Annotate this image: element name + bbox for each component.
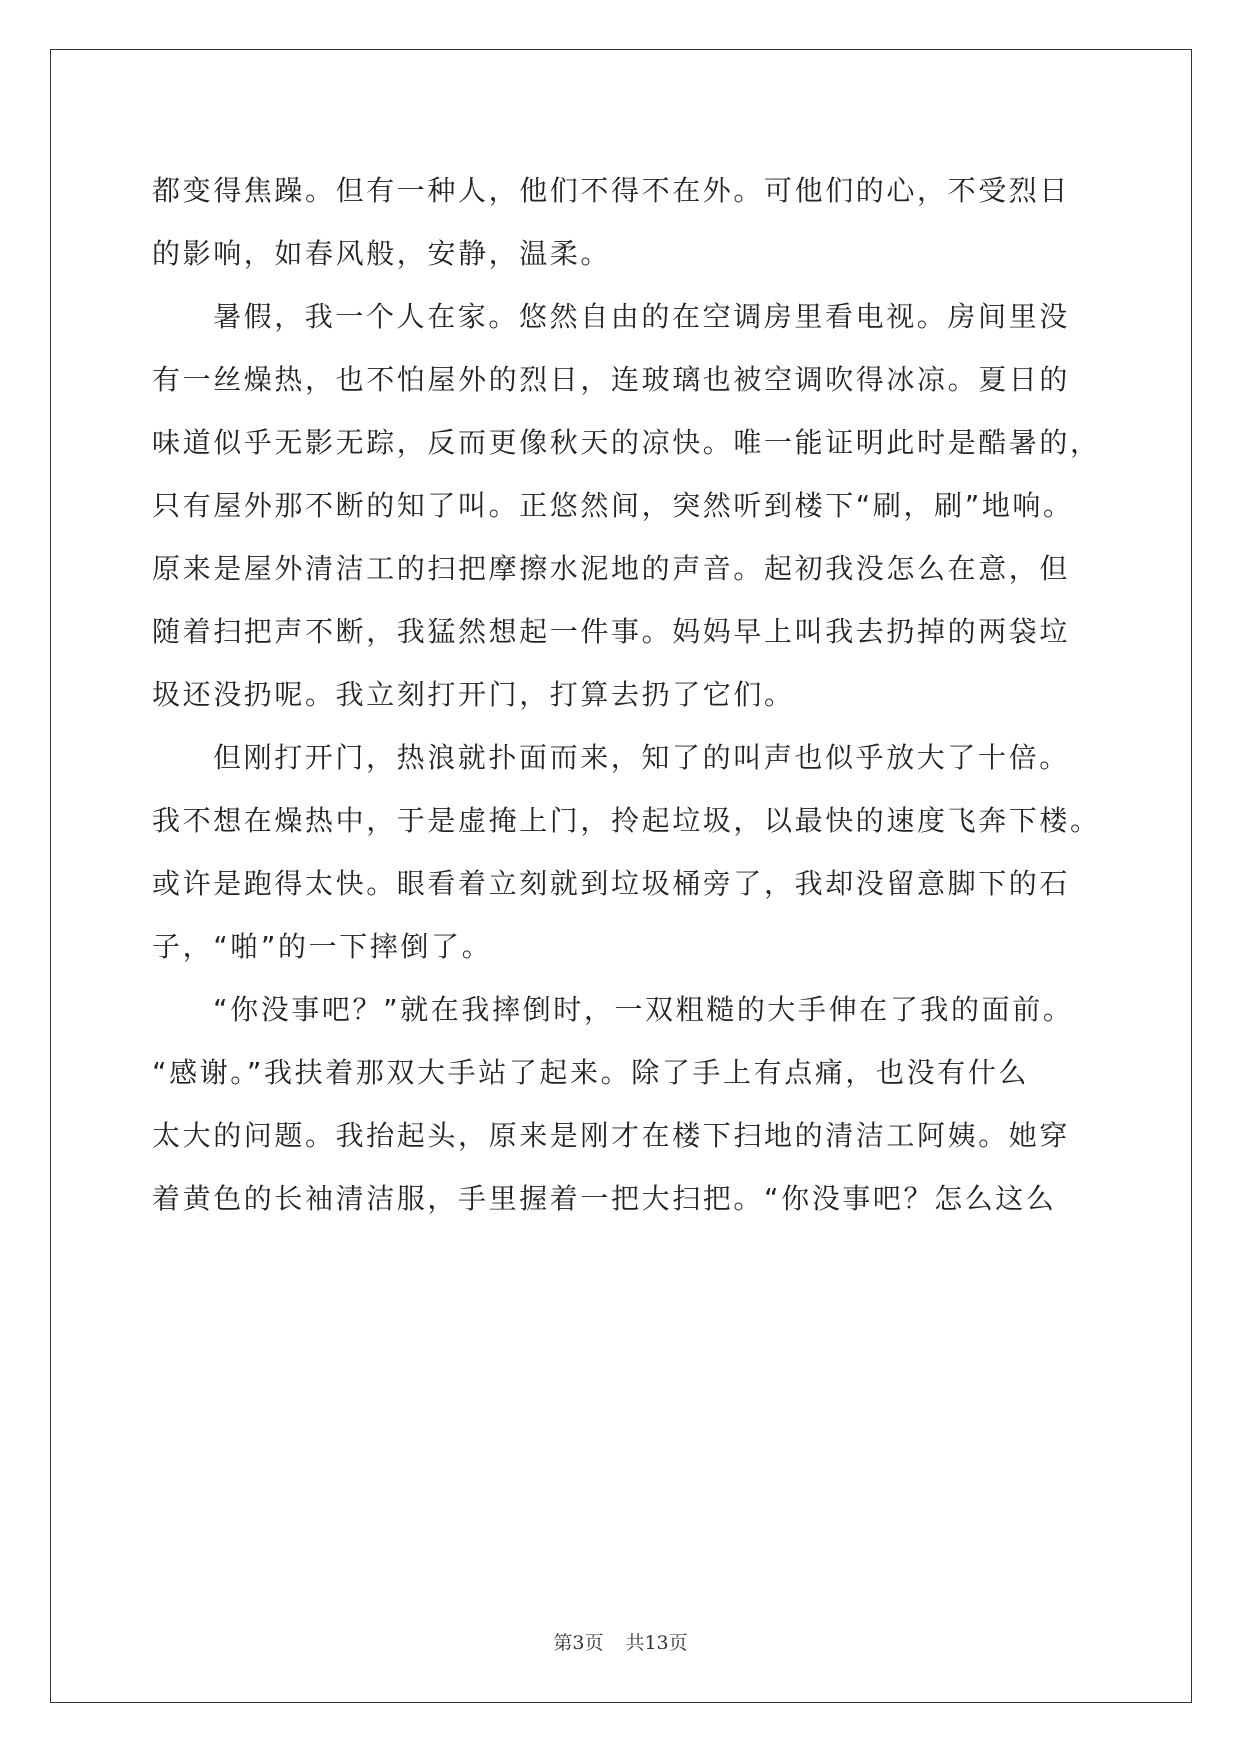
text-line: 有一丝燥热，也不怕屋外的烈日，连玻璃也被空调吹得冰凉。夏日的 [152,363,1071,396]
text-line: 着黄色的长袖清洁服，手里握着一把大扫把。“你没事吧？怎么这么 [152,1182,1057,1215]
document-body [152,159,1101,1230]
text-line: 子，“啪”的一下摔倒了。 [152,930,493,963]
text-line: 都变得焦躁。但有一种人，他们不得不在外。可他们的心，不受烈日 [152,174,1071,207]
text-line: 味道似乎无影无踪，反而更像秋天的凉快。唯一能证明此时是酷暑的， [152,426,1101,459]
text-line: 原来是屋外清洁工的扫把摩擦水泥地的声音。起初我没怎么在意，但 [152,552,1071,585]
text-line: 太大的问题。我抬起头，原来是刚才在楼下扫地的清洁工阿姨。她穿 [152,1119,1071,1152]
page-total: 共13页 [625,1632,688,1654]
text-line: 圾还没扔呢。我立刻打开门，打算去扔了它们。 [152,678,795,711]
text-line: 或许是跑得太快。眼看着立刻就到垃圾桶旁了，我却没留意脚下的石 [152,867,1071,900]
text-line: 只有屋外那不断的知了叫。正悠然间，突然听到楼下“刷，刷”地响。 [152,489,1074,522]
text-line: 我不想在燥热中，于是虚掩上门，拎起垃圾，以最快的速度飞奔下楼。 [152,804,1101,837]
text-line: 的影响，如春风般，安静，温柔。 [152,237,612,270]
text-line: 暑假，我一个人在家。悠然自由的在空调房里看电视。房间里没 [213,300,1070,333]
text-line: “感谢。”我扶着那双大手站了起来。除了手上有点痛，也没有什么 [152,1056,1030,1089]
text-line: “你没事吧？”就在我摔倒时，一双粗糙的大手伸在了我的面前。 [213,993,1074,1026]
page-number: 第3页 [553,1632,604,1654]
text-line: 但刚打开门，热浪就扑面而来，知了的叫声也似乎放大了十倍。 [213,741,1070,774]
text-line: 随着扫把声不断，我猛然想起一件事。妈妈早上叫我去扔掉的两袋垃 [152,615,1071,648]
page-footer [0,1628,1241,1655]
